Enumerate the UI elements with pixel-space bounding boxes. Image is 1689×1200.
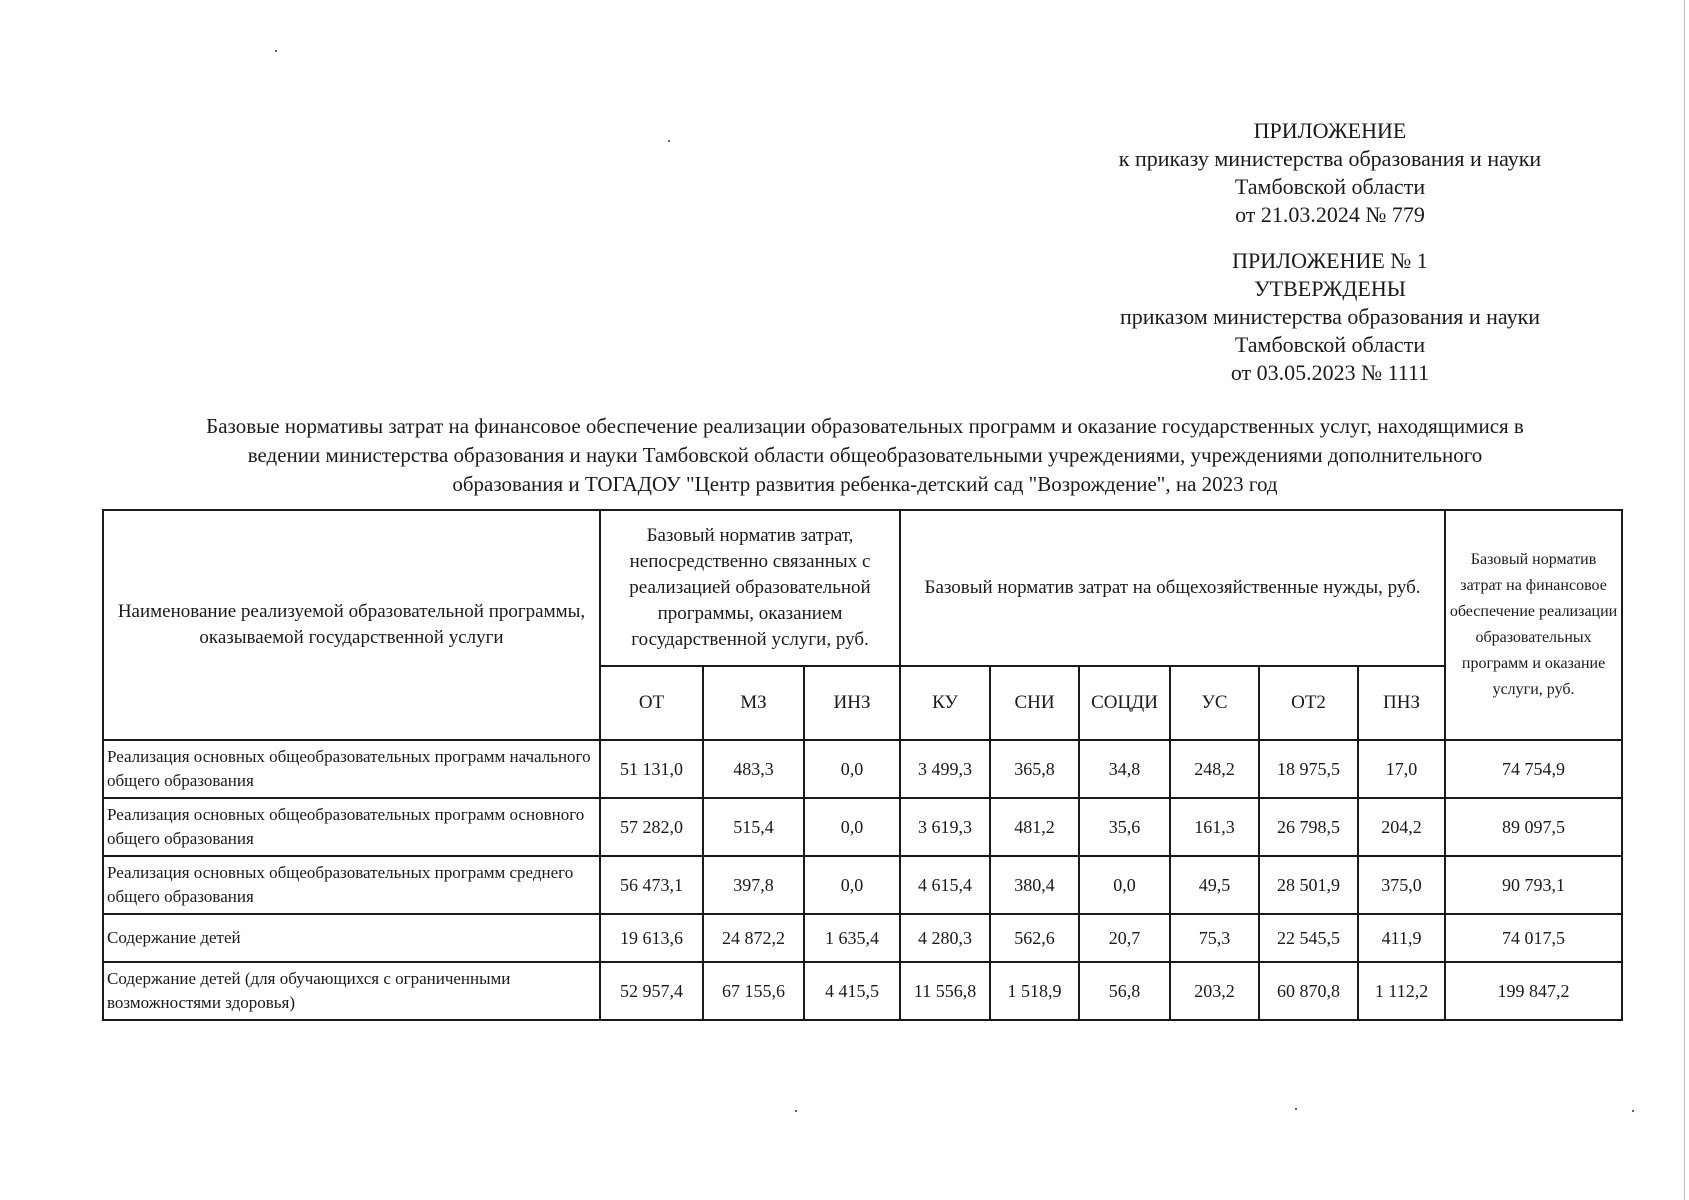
value-cell: 0,0 <box>804 798 900 856</box>
scan-page-edge <box>1684 0 1685 1200</box>
value-cell: 515,4 <box>703 798 804 856</box>
header-line: Тамбовской области <box>1234 332 1426 357</box>
column-header-ot2: ОТ2 <box>1259 666 1358 740</box>
value-cell: 1 635,4 <box>804 914 900 962</box>
scan-speck <box>1632 1110 1634 1112</box>
approval-header-block <box>1050 117 1610 229</box>
header-line: ПРИЛОЖЕНИЕ № 1 <box>1232 248 1428 273</box>
header-line: к приказу министерства образования и науки <box>1118 146 1542 171</box>
value-cell: 67 155,6 <box>703 962 804 1020</box>
scan-speck <box>275 50 277 52</box>
total-cell: 89 097,5 <box>1445 798 1622 856</box>
value-cell: 24 872,2 <box>703 914 804 962</box>
value-cell: 18 975,5 <box>1259 740 1358 798</box>
value-cell: 481,2 <box>990 798 1079 856</box>
program-name-cell: Реализация основных общеобразовательных программ основного общего образования <box>103 798 600 856</box>
value-cell: 483,3 <box>703 740 804 798</box>
table-row <box>103 856 1622 914</box>
value-cell: 19 613,6 <box>600 914 703 962</box>
title-line: образования и ТОГАДОУ "Центр развития ребенка-детский сад "Возрождение", на 2023 год <box>452 472 1278 496</box>
program-name-cell: Реализация основных общеобразовательных программ начального общего образования <box>103 740 600 798</box>
value-cell: 3 499,3 <box>900 740 990 798</box>
value-cell: 56 473,1 <box>600 856 703 914</box>
value-cell: 1 518,9 <box>990 962 1079 1020</box>
table-row <box>103 914 1622 962</box>
value-cell: 49,5 <box>1170 856 1259 914</box>
value-cell: 28 501,9 <box>1259 856 1358 914</box>
total-cell: 199 847,2 <box>1445 962 1622 1020</box>
table-row <box>103 962 1622 1020</box>
direct-costs-header: Базовый норматив затрат, непосредственно связанных с реализацией образовательной программы, оказанием государственной услуги, руб. <box>600 510 900 666</box>
value-cell: 4 280,3 <box>900 914 990 962</box>
title-line: Базовые нормативы затрат на финансовое обеспечение реализации образовательных программ и оказание государственных услуг, находящимися в <box>206 414 1524 438</box>
value-cell: 3 619,3 <box>900 798 990 856</box>
header-line: Тамбовской области <box>1234 174 1426 199</box>
value-cell: 52 957,4 <box>600 962 703 1020</box>
program-name-cell: Содержание детей (для обучающихся с ограниченными возможностями здоровья) <box>103 962 600 1020</box>
column-header-us: УС <box>1170 666 1259 740</box>
value-cell: 4 615,4 <box>900 856 990 914</box>
column-header-mz: МЗ <box>703 666 804 740</box>
value-cell: 75,3 <box>1170 914 1259 962</box>
table-row <box>103 740 1622 798</box>
total-cell: 74 017,5 <box>1445 914 1622 962</box>
value-cell: 397,8 <box>703 856 804 914</box>
value-cell: 203,2 <box>1170 962 1259 1020</box>
header-line: приказом министерства образования и науки <box>1119 304 1541 329</box>
column-header-sni: СНИ <box>990 666 1079 740</box>
value-cell: 0,0 <box>1079 856 1170 914</box>
header-line: ПРИЛОЖЕНИЕ <box>1253 118 1407 143</box>
value-cell: 11 556,8 <box>900 962 990 1020</box>
table-header-row <box>103 510 1622 666</box>
header-line: от 03.05.2023 № 1111 <box>1230 360 1430 385</box>
scan-speck <box>1295 1108 1297 1110</box>
column-header-inz: ИНЗ <box>804 666 900 740</box>
cost-norms-table <box>102 509 1623 1021</box>
value-cell: 22 545,5 <box>1259 914 1358 962</box>
value-cell: 60 870,8 <box>1259 962 1358 1020</box>
household-costs-header: Базовый норматив затрат на общехозяйственные нужды, руб. <box>900 510 1445 666</box>
value-cell: 4 415,5 <box>804 962 900 1020</box>
value-cell: 56,8 <box>1079 962 1170 1020</box>
approval-header-block <box>1050 247 1610 387</box>
value-cell: 562,6 <box>990 914 1079 962</box>
document-title <box>100 412 1630 499</box>
total-cell: 90 793,1 <box>1445 856 1622 914</box>
program-name-cell: Реализация основных общеобразовательных программ среднего общего образования <box>103 856 600 914</box>
table-row <box>103 798 1622 856</box>
column-header-socdi: СОЦДИ <box>1079 666 1170 740</box>
value-cell: 0,0 <box>804 856 900 914</box>
value-cell: 17,0 <box>1358 740 1445 798</box>
program-name-cell: Содержание детей <box>103 914 600 962</box>
value-cell: 204,2 <box>1358 798 1445 856</box>
value-cell: 20,7 <box>1079 914 1170 962</box>
total-norm-header: Базовый норматив затрат на финансовое обеспечение реализации образовательных программ и оказание услуги, руб. <box>1445 510 1622 740</box>
total-cell: 74 754,9 <box>1445 740 1622 798</box>
value-cell: 375,0 <box>1358 856 1445 914</box>
header-line: от 21.03.2024 № 779 <box>1235 202 1425 227</box>
value-cell: 0,0 <box>804 740 900 798</box>
value-cell: 57 282,0 <box>600 798 703 856</box>
header-line: УТВЕРЖДЕНЫ <box>1254 276 1406 301</box>
value-cell: 35,6 <box>1079 798 1170 856</box>
value-cell: 411,9 <box>1358 914 1445 962</box>
value-cell: 26 798,5 <box>1259 798 1358 856</box>
program-name-header: Наименование реализуемой образовательной программы, оказываемой государственной услуги <box>103 510 600 740</box>
value-cell: 248,2 <box>1170 740 1259 798</box>
value-cell: 161,3 <box>1170 798 1259 856</box>
title-line: ведении министерства образования и науки Тамбовской области общеобразовательными учреждениями, учреждениями дополнительного <box>247 443 1483 467</box>
value-cell: 365,8 <box>990 740 1079 798</box>
column-header-ku: КУ <box>900 666 990 740</box>
scan-speck <box>795 1110 797 1112</box>
scan-speck <box>668 140 670 142</box>
column-header-pnz: ПНЗ <box>1358 666 1445 740</box>
value-cell: 51 131,0 <box>600 740 703 798</box>
value-cell: 1 112,2 <box>1358 962 1445 1020</box>
value-cell: 380,4 <box>990 856 1079 914</box>
column-header-ot: ОТ <box>600 666 703 740</box>
value-cell: 34,8 <box>1079 740 1170 798</box>
